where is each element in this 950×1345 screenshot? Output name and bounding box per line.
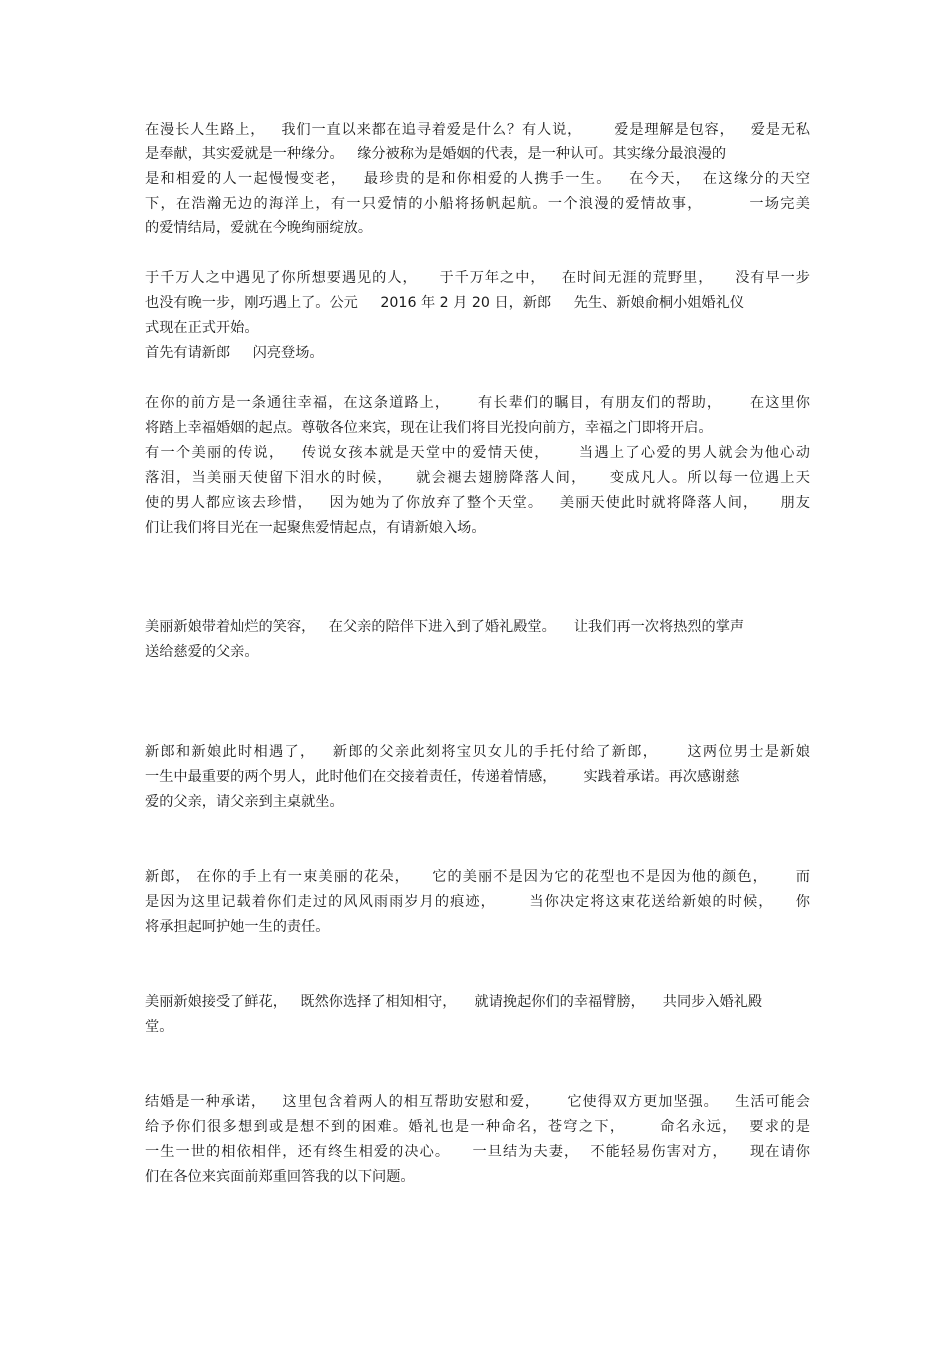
text-line: 一生中最重要的两个男人，此时他们在交接着责任，传递着情感， 实践着承诺。再次感谢慈 <box>145 769 740 785</box>
text-line: 堂。 <box>145 1019 174 1035</box>
text-line: 给予你们很多想到或是想不到的困难。婚礼也是一种命名，苍穹之下， 命名永远， 要求的是 <box>145 1119 810 1135</box>
text-line: 是因为这里记载着你们走过的风风雨雨岁月的痕迹， 当你决定将这束花送给新娘的时候， 你 <box>145 894 810 910</box>
text-line: 美丽新娘带着灿烂的笑容， 在父亲的陪伴下进入到了婚礼殿堂。 让我们再一次将热烈的掌声 <box>145 619 745 635</box>
text-line: 落泪，当美丽天使留下泪水的时候， 就会褪去翅膀降落人间， 变成凡人。所以每一位遇上天 <box>145 470 810 486</box>
text-line: 新郎和新娘此时相遇了， 新郎的父亲此刻将宝贝女儿的手托付给了新郎， 这两位男士是新娘 <box>145 744 810 760</box>
text-line: 将踏上幸福婚姻的起点。尊敬各位来宾，现在让我们将目光投向前方，幸福之门即将开启。 <box>145 420 713 436</box>
text-line: 首先有请新郎 闪亮登场。 <box>145 345 324 361</box>
text-line: 们在各位来宾面前郑重回答我的以下问题。 <box>145 1169 415 1185</box>
text-line: 是奉献，其实爱就是一种缘分。 缘分被称为是婚姻的代表，是一种认可。其实缘分最浪漫的 <box>145 146 727 162</box>
text-line: 一生一世的相依相伴，还有终生相爱的决心。 一旦结为夫妻， 不能轻易伤害对方， 现在请你 <box>145 1144 810 1160</box>
text-line: 也没有晚一步，刚巧遇上了。公元 2016 年 2 月 20 日，新郎 先生、新娘俞桐小姐婚礼仪 <box>145 295 745 311</box>
text-line: 在你的前方是一条通往幸福，在这条道路上， 有长辈们的瞩目，有朋友们的帮助， 在这里你 <box>145 395 810 411</box>
text-line: 是和相爱的人一起慢慢变老， 最珍贵的是和你相爱的人携手一生。 在今天， 在这缘分的天空 <box>145 171 810 187</box>
text-line: 在漫长人生路上， 我们一直以来都在追寻着爱是什么？有人说， 爱是理解是包容， 爱是无私 <box>145 122 810 138</box>
text-line: 使的男人都应该去珍惜， 因为她为了你放弃了整个天堂。 美丽天使此时就将降落人间， 朋友 <box>145 495 810 511</box>
text-line: 送给慈爱的父亲。 <box>145 644 259 660</box>
text-line: 新郎， 在你的手上有一束美丽的花朵， 它的美丽不是因为它的花型也不是因为他的颜色， 而 <box>145 869 810 885</box>
text-line: 于千万人之中遇见了你所想要遇见的人， 于千万年之中， 在时间无涯的荒野里， 没有早一步 <box>145 270 810 286</box>
text-line: 有一个美丽的传说， 传说女孩本就是天堂中的爱情天使， 当遇上了心爱的男人就会为他心动 <box>145 445 810 461</box>
text-line: 爱的父亲，请父亲到主桌就坐。 <box>145 794 344 810</box>
text-line: 将承担起呵护她一生的责任。 <box>145 919 330 935</box>
text-line: 式现在正式开始。 <box>145 320 259 336</box>
text-line: 美丽新娘接受了鲜花， 既然你选择了相知相守， 就请挽起你们的幸福臂膀， 共同步入婚礼殿 <box>145 994 763 1010</box>
text-line: 结婚是一种承诺， 这里包含着两人的相互帮助安慰和爱， 它使得双方更加坚强。 生活可能会 <box>145 1094 810 1110</box>
text-line: 下，在浩瀚无边的海洋上，有一只爱情的小船将扬帆起航。一个浪漫的爱情故事， 一场完美 <box>145 196 810 212</box>
text-line: 的爱情结局，爱就在今晚绚丽绽放。 <box>145 220 373 236</box>
text-line: 们让我们将目光在一起聚焦爱情起点，有请新娘入场。 <box>145 520 486 536</box>
